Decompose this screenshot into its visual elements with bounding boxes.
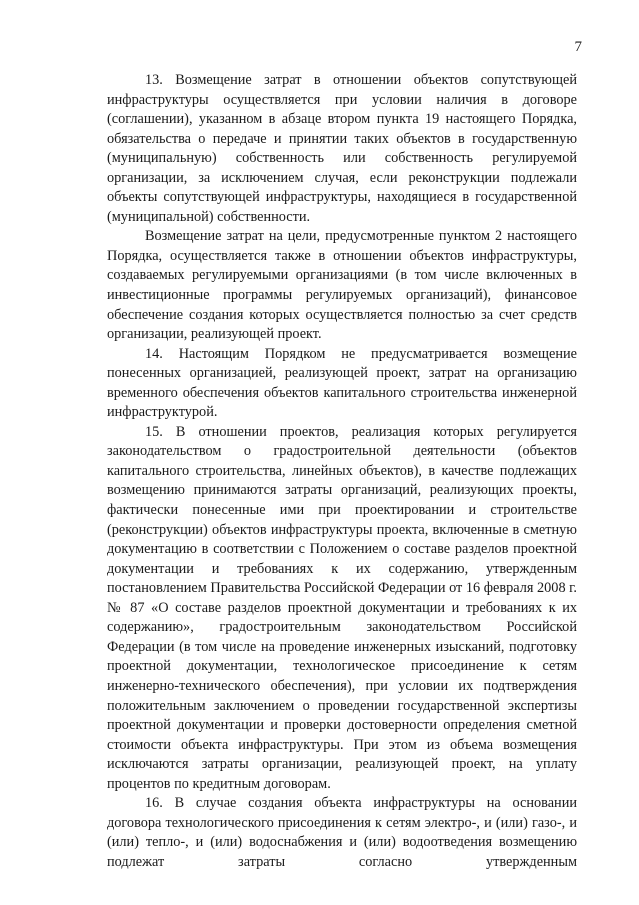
paragraph-14: 14. Настоящим Порядком не предусматривается возмещение понесенных организацией, реализующей проект, затрат на организацию временного обеспечения объектов капитального строительства инженерной инфраструктурой. bbox=[107, 345, 577, 421]
paragraph-13-continuation: Возмещение затрат на цели, предусмотренные пунктом 2 настоящего Порядка, осуществляется также в отношении объектов инфраструктуры, создаваемых регулируемыми организациями (в том числе включенных в инвестиционные программы регулируемых организаций), финансовое обеспечение создания которых осуществляется полностью за счет средств организации, реализующей проект. bbox=[107, 228, 577, 343]
paragraph-15: 15. В отношении проектов, реализация которых регулируется законодательством о градостроительной деятельности (объектов капитального строительства, линейных объектов), в качестве подлежащих возмещению принимаются затраты организаций, реализующих проекты, фактически понесенные ими при проектировании и строительстве (реконструкции) объектов инфраструктуры проекта, включенные в сметную документацию в соответствии с Положением о составе разделов проектной документации и требованиях к их содержанию, утвержденным постановлением Правительства Российской Федерации от 16 февраля 2008 г. № 87 «О составе разделов проектной документации и требованиях к их содержанию», градостроительным законодательством Российской Федерации (в том числе на проведение инженерных изысканий, подготовку проектной документации, технологическое присоединение к сетям инженерно-технического обеспечения), при условии их подтверждения положительным заключением о проведении государственной экспертизы проектной документации и проверки достоверности определения сметной стоимости объекта инфраструктуры. При этом из объема возмещения исключаются затраты организации, реализующей проект, на уплату процентов по кредитным договорам. bbox=[107, 423, 577, 792]
document-body bbox=[107, 71, 577, 872]
paragraph-16: 16. В случае создания объекта инфраструктуры на основании договора технологического присоединения к сетям электро-, и (или) газо-, и (или) тепло-, и (или) водоснабжения и (или) водоотведения возмещению подлежат затраты согласно утвержденным bbox=[107, 795, 577, 870]
page-number: 7 bbox=[574, 39, 582, 55]
paragraph-13: 13. Возмещение затрат в отношении объектов сопутствующей инфраструктуры осуществляется при условии наличия в договоре (соглашении), указанном в абзаце втором пункта 19 настоящего Порядка, обязательства о передаче и принятии таких объектов в государственную (муниципальную) собственность или собственность регулируемой организации, за исключением случая, если реконструкции подлежали объекты сопутствующей инфраструктуры, находящиеся в государственной (муниципальной) собственности. bbox=[107, 72, 577, 225]
